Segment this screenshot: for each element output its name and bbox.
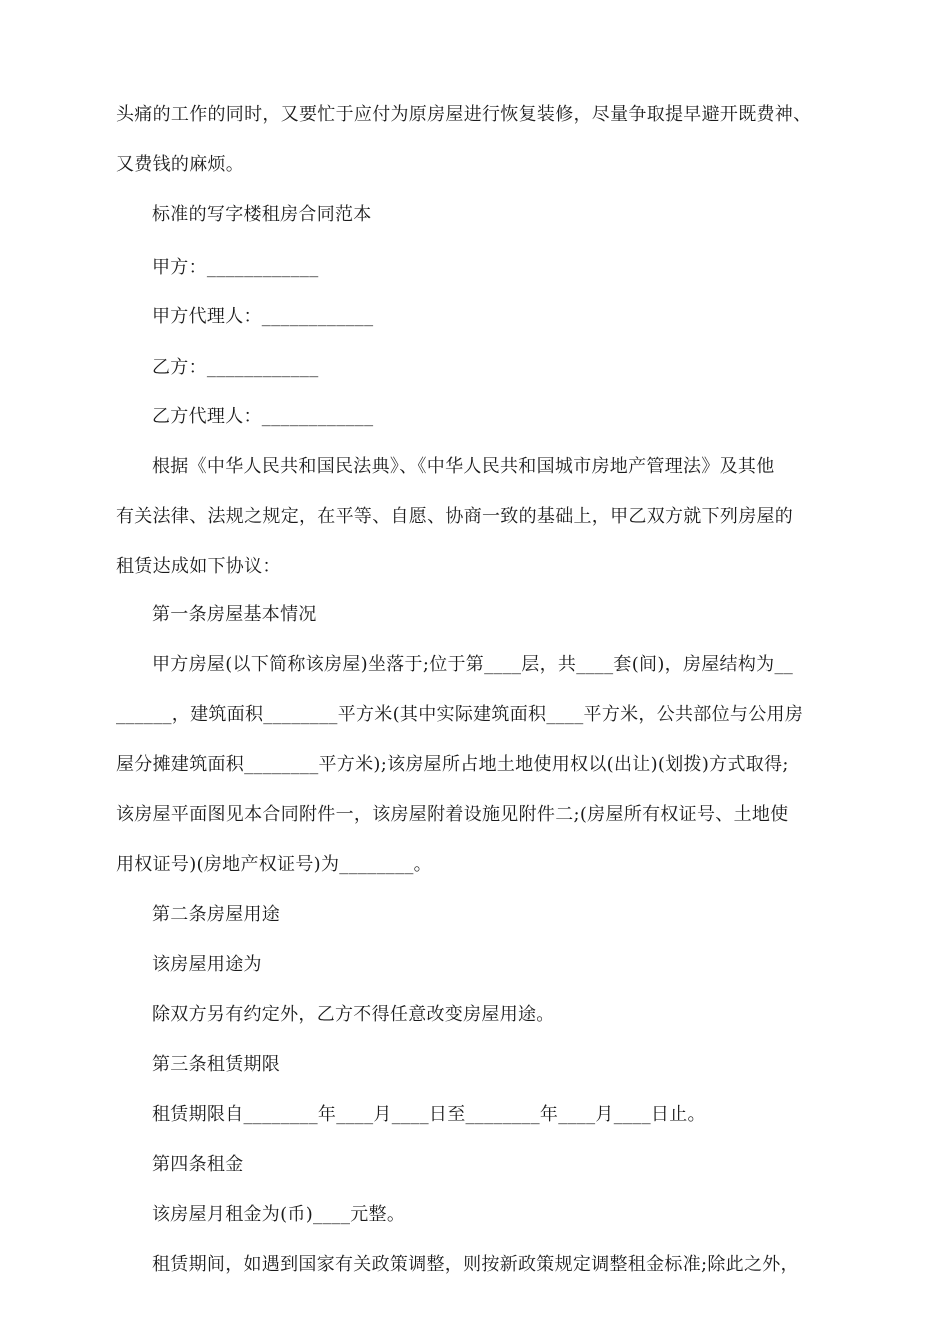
body-text-line: 用权证号)(房地产权证号)为________。 xyxy=(116,854,432,875)
contract-title: 标准的写字楼租房合同范本 xyxy=(152,204,372,225)
article-heading: 第三条租赁期限 xyxy=(152,1054,281,1075)
party-b-agent-field: 乙方代理人：____________ xyxy=(152,406,374,427)
body-text-line: 该房屋用途为 xyxy=(152,954,262,975)
article-heading: 第一条房屋基本情况 xyxy=(152,604,317,625)
body-text-line: ______，建筑面积________平方米(其中实际建筑面积____平方米，公共部位与公用房 xyxy=(116,704,804,725)
party-a-field: 甲方：____________ xyxy=(152,257,319,278)
party-b-field: 乙方：____________ xyxy=(152,357,319,378)
body-text-line: 甲方房屋(以下简称该房屋)坐落于;位于第____层，共____套(间)，房屋结构为__ xyxy=(152,654,794,675)
article-heading: 第二条房屋用途 xyxy=(152,904,281,925)
party-a-agent-field: 甲方代理人：____________ xyxy=(152,306,374,327)
body-text-line: 该房屋平面图见本合同附件一，该房屋附着设施见附件二;(房屋所有权证号、土地使 xyxy=(116,804,789,825)
body-text-line: 根据《中华人民共和国民法典》、《中华人民共和国城市房地产管理法》及其他 xyxy=(152,456,775,477)
body-text-line: 租赁期间，如遇到国家有关政策调整，则按新政策规定调整租金标准;除此之外， xyxy=(152,1254,799,1275)
body-text-line: 租赁期限自________年____月____日至________年____月____日止。 xyxy=(152,1104,706,1125)
body-text-line: 有关法律、法规之规定，在平等、自愿、协商一致的基础上，甲乙双方就下列房屋的 xyxy=(116,506,794,527)
body-text-line: 头痛的工作的同时，又要忙于应付为原房屋进行恢复装修，尽量争取提早避开既费神、 xyxy=(116,104,812,125)
body-text-line: 该房屋月租金为(币)____元整。 xyxy=(152,1204,406,1225)
body-text-line: 除双方另有约定外，乙方不得任意改变房屋用途。 xyxy=(152,1004,555,1025)
body-text-line: 又费钱的麻烦。 xyxy=(116,154,245,175)
body-text-line: 屋分摊建筑面积________平方米);该房屋所占地土地使用权以(出让)(划拨)方式取得; xyxy=(116,754,789,775)
article-heading: 第四条租金 xyxy=(152,1154,244,1175)
body-text-line: 租赁达成如下协议： xyxy=(116,556,281,577)
